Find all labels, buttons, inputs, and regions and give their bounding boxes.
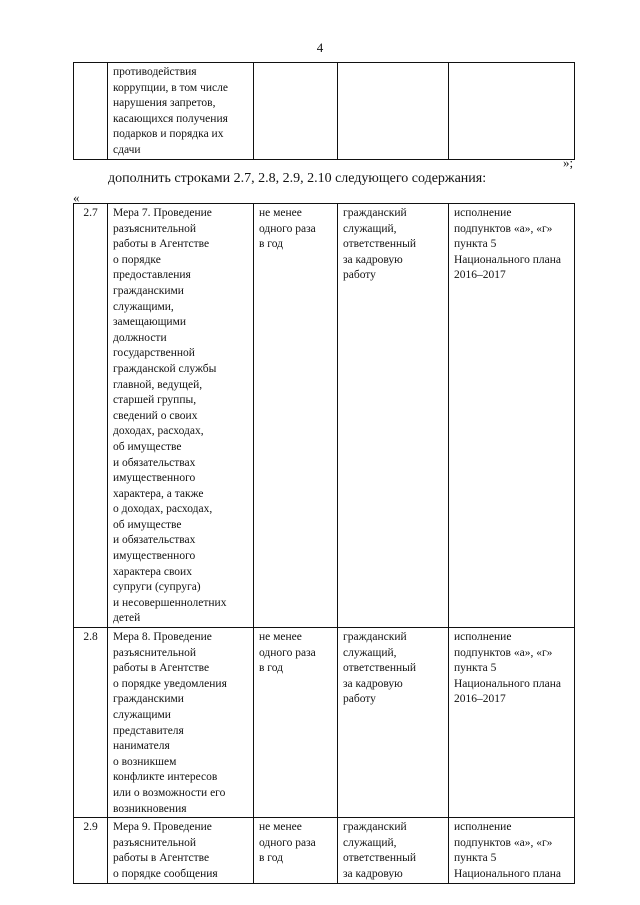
measure-line: работы в Агентстве	[113, 662, 210, 675]
measure-line: конфликте интересов	[113, 771, 218, 784]
term-line: в год	[259, 662, 284, 675]
basis-line: Национального плана	[454, 677, 562, 690]
row-number: 2.9	[74, 818, 108, 884]
measure-line: разъяснительной	[113, 646, 197, 659]
measure-line: разъяснительной	[113, 222, 197, 235]
responsible-line: гражданский	[343, 631, 407, 644]
cont-line: коррупции, в том числе	[113, 81, 228, 94]
measure-line: детей	[113, 612, 141, 625]
measure-line: о порядке	[113, 253, 161, 266]
term-line: одного раза	[259, 646, 316, 659]
cont-line: нарушения запретов,	[113, 97, 216, 110]
basis-line: пункта 5	[454, 852, 497, 865]
basis-line: исполнение	[454, 821, 512, 834]
continuation-table	[73, 62, 575, 160]
basis-cell	[449, 204, 575, 628]
cont-measure-cell	[108, 63, 254, 160]
term-line: не менее	[259, 821, 302, 834]
measure-line: предоставления	[113, 269, 191, 282]
measure-line: замещающими	[113, 316, 187, 329]
term-line: в год	[259, 852, 284, 865]
measure-line: сведений о своих	[113, 409, 198, 422]
table-row	[74, 818, 575, 884]
measure-line: служащими	[113, 709, 171, 721]
responsible-line: ответственный	[343, 852, 417, 865]
measure-line: возникновения	[113, 802, 187, 815]
measure-line: служащими,	[113, 300, 174, 313]
responsible-line: работу	[343, 693, 376, 706]
measure-line: или о возможности его	[113, 786, 226, 799]
measure-line: о доходах, расходах,	[113, 503, 213, 516]
responsible-cell	[338, 628, 449, 818]
term-line: одного раза	[259, 222, 316, 235]
basis-line: пункта 5	[454, 662, 497, 675]
measure-line: гражданскими	[113, 284, 184, 297]
opening-quote: «	[73, 190, 80, 205]
add-rows-sentence: дополнить строками 2.7, 2.8, 2.9, 2.10 следующего содержания:	[108, 171, 487, 186]
cont-term-cell	[254, 63, 338, 160]
measure-line: работы в Агентстве	[113, 852, 210, 865]
measures-table	[73, 203, 575, 884]
measure-line: старшей группы,	[113, 394, 197, 407]
measure-line: и обязательствах	[113, 456, 196, 469]
measure-line: супруги (супруга)	[113, 581, 201, 594]
measure-line: главной, ведущей,	[113, 378, 203, 391]
responsible-line: служащий,	[343, 836, 397, 849]
basis-line: подпунктов «а», «г»	[454, 222, 553, 235]
term-cell	[254, 818, 338, 884]
responsible-cell	[338, 204, 449, 628]
cont-num-cell	[74, 63, 108, 160]
term-line: не менее	[259, 207, 302, 219]
measure-line: работы в Агентстве	[113, 238, 210, 251]
responsible-line: гражданский	[343, 207, 407, 219]
responsible-line: работу	[343, 269, 376, 282]
measure-line: Мера 8. Проведение	[113, 631, 212, 644]
responsible-line: ответственный	[343, 238, 417, 251]
term-line: в год	[259, 238, 284, 251]
cont-basis-cell	[449, 63, 575, 160]
responsible-line: ответственный	[343, 662, 417, 675]
measure-cell	[108, 204, 254, 628]
cont-line: сдачи	[113, 143, 141, 156]
term-cell	[254, 628, 338, 818]
responsible-line: служащий,	[343, 646, 397, 659]
basis-line: 2016–2017	[454, 269, 506, 282]
basis-cell	[449, 628, 575, 818]
measure-line: гражданскими	[113, 693, 184, 706]
cont-responsible-cell	[338, 63, 449, 160]
row-number: 2.8	[74, 628, 108, 818]
measure-line: имущественного	[113, 550, 196, 563]
row-number: 2.7	[74, 204, 108, 628]
term-line: одного раза	[259, 836, 316, 849]
measure-line: и обязательствах	[113, 534, 196, 547]
cont-line: подарков и порядка их	[113, 128, 224, 141]
basis-line: Национального плана	[454, 867, 562, 880]
basis-line: 2016–2017	[454, 693, 506, 706]
measure-line: доходах, расходах,	[113, 425, 204, 438]
page-number: 4	[316, 40, 324, 55]
table-row	[74, 204, 575, 628]
measure-cell	[108, 628, 254, 818]
measure-line: нанимателя	[113, 740, 170, 753]
continuation-row	[74, 63, 575, 160]
responsible-line: за кадровую	[343, 253, 403, 266]
term-cell	[254, 204, 338, 628]
measure-line: Мера 9. Проведение	[113, 821, 212, 834]
measure-cell	[108, 818, 254, 884]
term-line: не менее	[259, 631, 302, 644]
responsible-line: за кадровую	[343, 867, 403, 880]
basis-line: пункта 5	[454, 238, 497, 251]
measure-line: имущественного	[113, 472, 196, 485]
measure-line: об имуществе	[113, 518, 182, 531]
measure-line: характера своих	[113, 565, 192, 578]
measure-line: государственной	[113, 347, 195, 360]
measure-line: характера, а также	[113, 487, 204, 500]
measure-line: должности	[113, 331, 167, 344]
measure-line: о порядке уведомления	[113, 677, 227, 690]
basis-line: исполнение	[454, 631, 512, 644]
table-row	[74, 628, 575, 818]
responsible-line: гражданский	[343, 821, 407, 834]
measure-line: о возникшем	[113, 755, 177, 768]
basis-line: подпунктов «а», «г»	[454, 646, 553, 659]
measure-line: разъяснительной	[113, 836, 197, 849]
basis-line: Национального плана	[454, 253, 562, 266]
responsible-cell	[338, 818, 449, 884]
measure-line: об имуществе	[113, 440, 182, 453]
basis-line: исполнение	[454, 207, 512, 219]
cont-line: противодействия	[113, 66, 197, 78]
measure-line: Мера 7. Проведение	[113, 207, 212, 219]
measure-line: о порядке сообщения	[113, 867, 218, 880]
responsible-line: за кадровую	[343, 677, 403, 690]
responsible-line: служащий,	[343, 222, 397, 235]
measure-line: представителя	[113, 724, 184, 737]
closing-quote: »;	[563, 155, 574, 170]
basis-cell	[449, 818, 575, 884]
cont-line: касающихся получения	[113, 112, 228, 125]
measure-line: и несовершеннолетних	[113, 596, 227, 609]
basis-line: подпунктов «а», «г»	[454, 836, 553, 849]
measure-line: гражданской службы	[113, 362, 217, 375]
